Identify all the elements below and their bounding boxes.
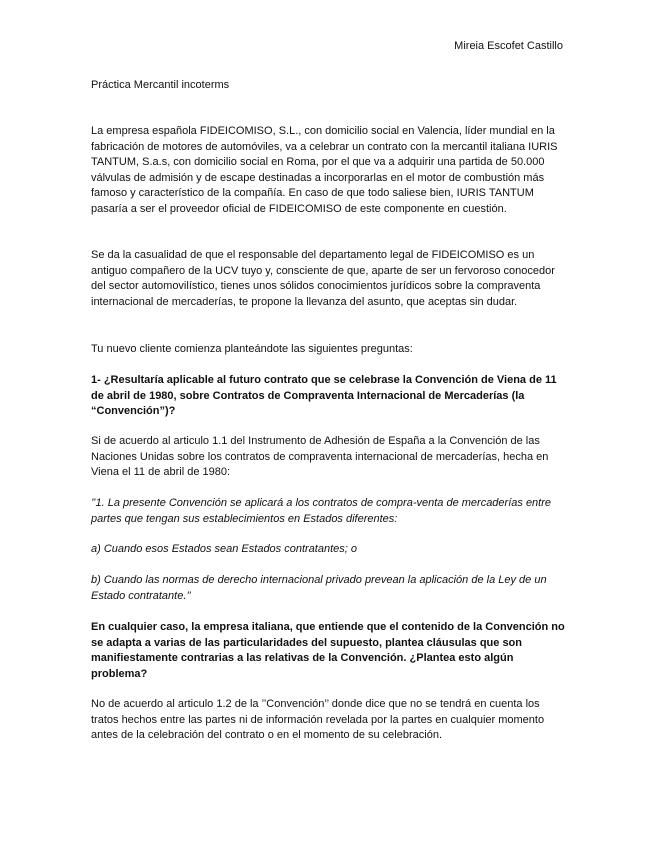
paragraph-legal-dept: Se da la casualidad de que el responsable del departamento legal de FIDEICOMISO es un antiguo compañero de la UCV tuyo y, consciente de que, aparte de ser un fervoroso conocedor del sector automovilístico, tienes unos sólidos conocimientos jurídicos sobre la compraventa internacional de mercaderías, te propone la llevanza del asunto, que aceptas sin dudar. — [91, 249, 555, 308]
paragraph-case-intro: La empresa española FIDEICOMISO, S.L., con domicilio social en Valencia, líder mundial en la fabricación de motores de automóviles, va a celebrar un contrato con la mercantil italiana IURIS TANTUM, S.a.s, con domicilio social en Roma, por el que va a adquirir una partida de 50.000 válvulas de admisión y de escape destinadas a incorporarlas en el motor de combustión más famoso y característico de la compañía. En caso de que todo saliese bien, IURIS TANTUM pasaría a ser el proveedor oficial de FIDEICOMISO de este componente en cuestión. — [91, 125, 558, 215]
question-1: 1- ¿Resultaría aplicable al futuro contrato que se celebrase la Convención de Viena de 11 de abril de 1980, sobre Contratos de Compraventa Internacional de Mercaderías (la “Convención”)? — [91, 374, 557, 417]
author-name: Mireia Escofet Castillo — [454, 40, 563, 52]
answer-2: No de acuerdo al articulo 1.2 de la ’’Convención’’ donde dice que no se tendrá en cuenta los tratos hechos entre las partes ni de información revelada por la partes en cualquier momento antes de la celebración del contrato o en el momento de su celebración. — [91, 698, 545, 741]
question-2: En cualquier caso, la empresa italiana, que entiende que el contenido de la Convención no se adapta a varias de las particularidades del supuesto, plantea cláusulas que son manifiestamente contrarias a las relativas de la Convención. ¿Plantea esto algún problema? — [91, 621, 565, 680]
quote-item-b: b) Cuando las normas de derecho internacional privado prevean la aplicación de la Ley de un Estado contratante.’’ — [91, 574, 547, 602]
answer-1-intro: Si de acuerdo al articulo 1.1 del Instrumento de Adhesión de España a la Convención de las Naciones Unidas sobre los contratos de compraventa internacional de mercaderías, hecha en Viena el 11 de abril de 1980: — [91, 435, 549, 478]
document-title: Práctica Mercantil incoterms — [91, 79, 230, 91]
quote-item-a: a) Cuando esos Estados sean Estados contratantes; o — [91, 543, 357, 555]
paragraph-questions-intro: Tu nuevo cliente comienza planteándote las siguientes preguntas: — [91, 343, 413, 355]
quote-article-1-1: ’’1. La presente Convención se aplicará a los contratos de compra-venta de mercaderías entre partes que tengan sus establecimientos en Estados diferentes: — [91, 497, 552, 525]
